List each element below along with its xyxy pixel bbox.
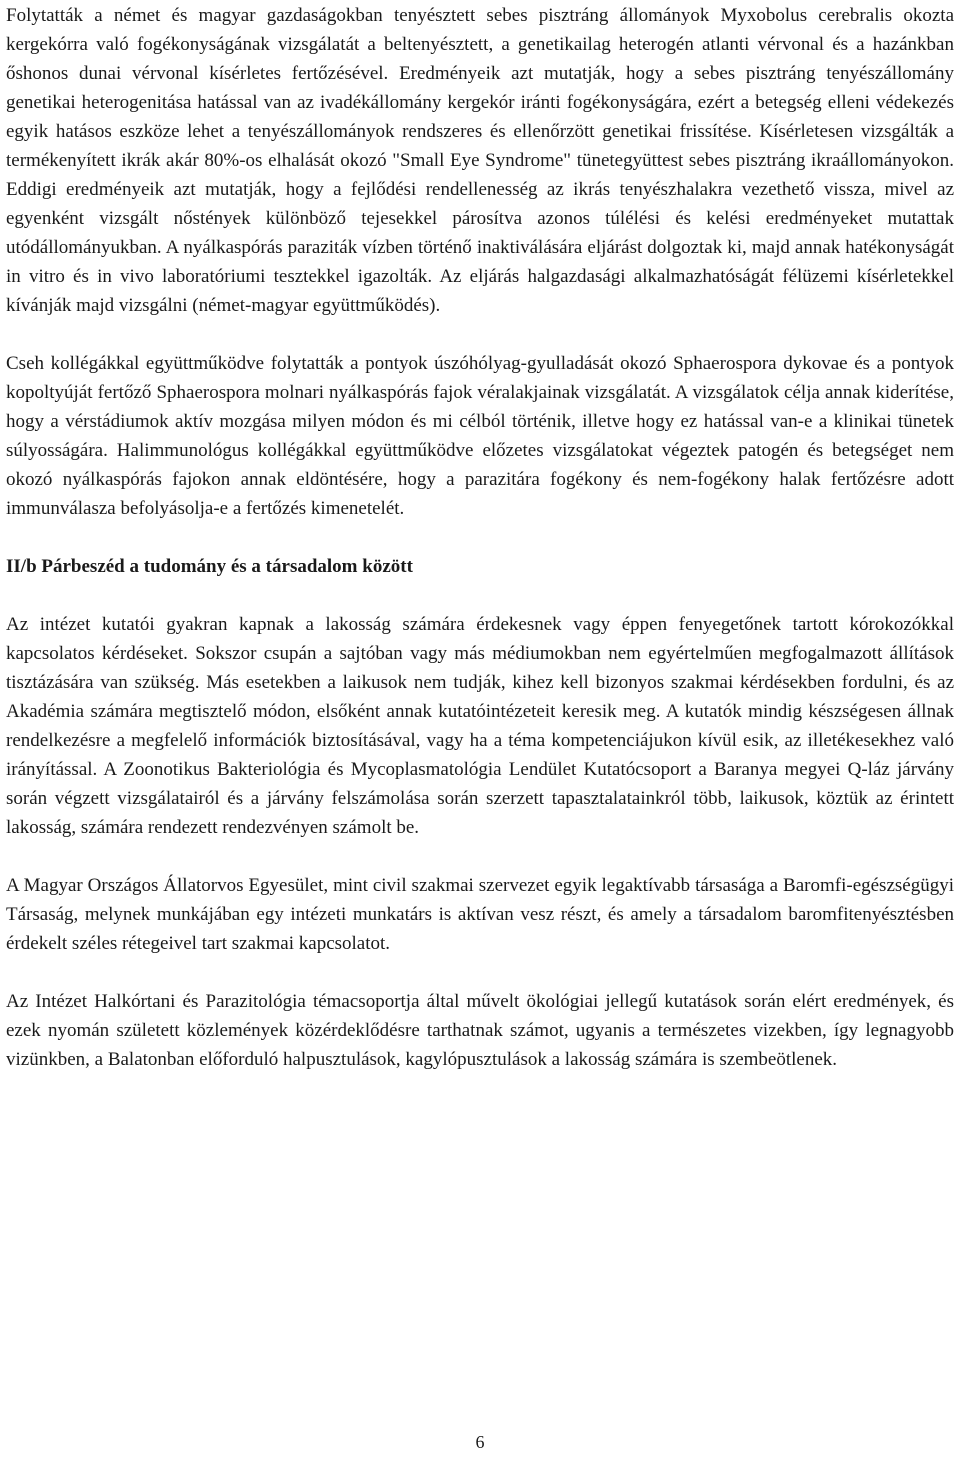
section-heading: II/b Párbeszéd a tudomány és a társadalom között [6, 556, 413, 577]
paragraph-sphaerospora-research: Cseh kollégákkal együttműködve folytatták a pontyok úszóhólyag-gyulladását okozó Sphaerospora dykovae és a pontyok kopoltyúját fertőző Sphaerospora molnari nyálkaspórás fajok véralakjainak vizsgálatát. A vizsgálatok célja annak kiderítése, hogy a vérstádiumok aktív mozgása milyen módon és mi célból történik, illetve hogy ez hatással van-e a klinikai tünetek súlyosságára. Halimmunológus kollégákkal együttműködve előzetes vizsgálatokat végeztek patogén és betegséget nem okozó nyálkaspórás fajokon annak eldöntésére, hogy a parazitára fogékony és nem-fogékony halak fertőzésre adott immunválasza befolyásolja-e a fertőzés kimenetelét. [6, 353, 954, 519]
paragraph-myxobolus-research: Folytatták a német és magyar gazdaságokban tenyésztett sebes pisztráng állományok Myxobolus cerebralis okozta kergekórra való fogékonyságának vizsgálatát a beltenyésztett, a genetikailag heterogén atlanti vérvonal és a hazánkban őshonos dunai vérvonal kísérletes fertőzésével. Eredményeik azt mutatják, hogy a sebes pisztráng tenyészállomány genetikai heterogenitása hatással van az ivadékállomány kergekór iránti fogékonyságára, ezért a betegség elleni védekezés egyik hatásos eszköze lehet a tenyészállományok rendszeres és ellenőrzött genetikai frissítése. Kísérletesen vizsgálták a termékenyített ikrák akár 80%-os elhalását okozó "Small Eye Syndrome" tünetegyüttest sebes pisztráng ikraállományokon. Eddigi eredményeik azt mutatják, hogy a fejlődési rendellenesség az ikrás tenyészhalakra vezethető vissza, mivel az egyenként vizsgált nőstények különböző tejesekkel párosítva azonos túlélési és kelési eredményeket mutattak utódállományukban. A nyálkaspórás paraziták vízben történő inaktiválására eljárást dolgoztak ki, majd annak hatékonyságát in vitro és in vivo laboratóriumi tesztekkel igazolták. Az eljárás halgazdasági alkalmazhatóságát félüzemi kísérletekkel kívánják majd vizsgálni (német-magyar együttműködés). [6, 5, 954, 316]
paragraph-ecological-research: Az Intézet Halkórtani és Parazitológia témacsoportja által művelt ökológiai jellegű kutatások során elért eredmények, és ezek nyomán született közlemények közérdeklődésre tarthatnak számot, ugyanis a természetes vizekben, így legnagyobb vizünkben, a Balatonban előforduló halpusztulások, kagylópusztulások a lakosság számára is szembeötlenek. [6, 991, 954, 1070]
document-page [6, 0, 954, 1074]
paragraph-veterinary-association: A Magyar Országos Állatorvos Egyesület, mint civil szakmai szervezet egyik legaktívabb társasága a Baromfi-egészségügyi Társaság, melynek munkájában egy intézeti munkatárs is aktívan vesz részt, és amely a társadalom baromfitenyésztésben érdekelt széles rétegeivel tart szakmai kapcsolatot. [6, 875, 954, 954]
page-number: 6 [475, 1432, 485, 1452]
paragraph-public-inquiries: Az intézet kutatói gyakran kapnak a lakosság számára érdekesnek vagy éppen fenyegetőnek tartott kórokozókkal kapcsolatos kérdéseket. Sokszor csupán a sajtóban vagy más médiumokban nem egyértelműen megfogalmazott állítások tisztázására van szükség. Más esetekben a laikusok nem tudják, kihez kell bizonyos szakmai kérdésekben fordulni, és az Akadémia számára megtisztelő módon, elsőként annak kutatóintézeteit keresik meg. A kutatók mindig készségesen állnak rendelkezésre a megfelelő információk biztosításával, vagy ha a téma kompetenciájukon kívül esik, az illetékesekhez való irányítással. A Zoonotikus Bakteriológia és Mycoplasmatológia Lendület Kutatócsoport a Baranya megyei Q-láz járvány során végzett vizsgálatairól és a járvány felszámolása során szerzett tapasztalatainkról több, laikusok, köztük az érintett lakosság, számára rendezett rendezvényen számolt be. [6, 614, 954, 838]
